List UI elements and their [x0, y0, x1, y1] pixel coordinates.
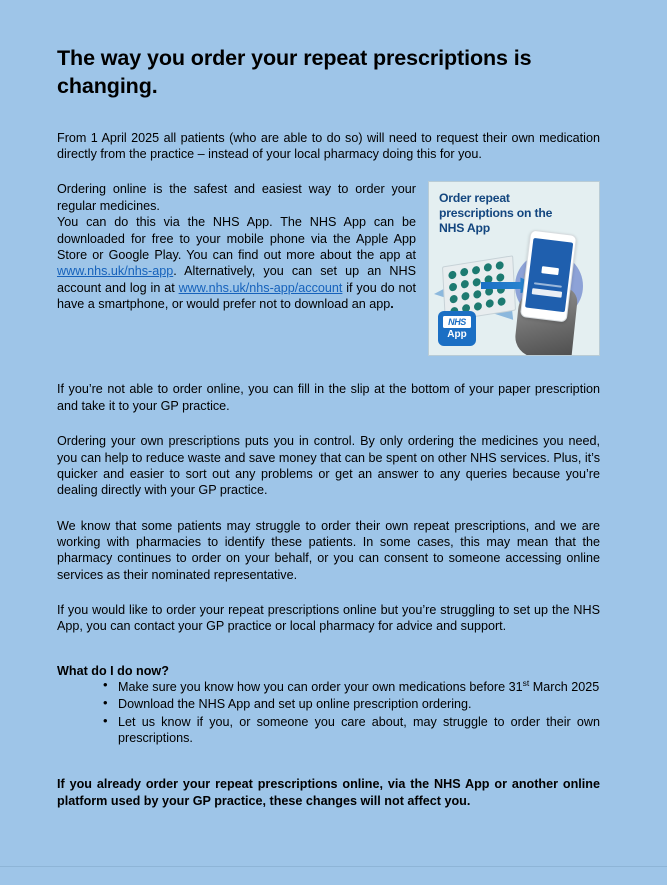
nhs-app-promo-image — [428, 181, 600, 356]
phone-screen — [525, 238, 573, 312]
bullet-text-before: Make sure you know how you can order your own medications before 31 — [118, 679, 523, 694]
paragraph-paper-slip: If you’re not able to order online, you can fill in the slip at the bottom of your paper prescription and take it to your GP practice. — [57, 382, 600, 413]
bullet-text-before: Let us know if you, or someone you care about, may struggle to order their own prescriptions. — [118, 714, 600, 746]
footer-divider — [0, 866, 667, 867]
section-heading-what-do-i-do-now: What do I do now? — [57, 663, 169, 678]
list-item — [103, 696, 600, 712]
list-item — [103, 678, 600, 696]
nhs-app-logo-icon — [439, 312, 475, 345]
online-ordering-section — [57, 181, 600, 362]
nhs-app-text-before: You can do this via the NHS App. The NHS App can be downloaded for free to your mobile phone via the Apple App Store or Google Play. You can find out more about the app at — [57, 215, 416, 262]
bullet-superscript: st — [522, 677, 530, 688]
nhs-app-text-middle: . Alternatively, you can set up an NHS account and log in at — [57, 264, 416, 295]
nhs-account-link[interactable]: www.nhs.uk/nhs-app/account — [178, 280, 343, 295]
closing-statement: If you already order your repeat prescriptions online, via the NHS App or another online platform used by your GP practice, these changes will not affect you. — [57, 777, 600, 808]
phone-nhs-logo-icon — [541, 267, 559, 276]
app-wordmark: App — [447, 329, 467, 341]
paragraph-in-control: Ordering your own prescriptions puts you in control. By only ordering the medicines you need, you can help to reduce waste and save money that can be spent on other NHS services. Plus, it’s quicker and easier to sort out any problems or get an answer to any queries because you’re dealing directly with your GP practice. — [57, 434, 601, 498]
paragraph-support: If you would like to order your repeat prescriptions online but you’re struggling to set up the NHS App, you can contact your GP practice or local pharmacy for advice and support. — [57, 603, 600, 634]
paragraph-intro: From 1 April 2025 all patients (who are able to do so) will need to request their own medication directly from the practice – instead of your local pharmacy doing this for you. — [57, 130, 600, 162]
action-list — [57, 678, 600, 747]
page-title: The way you order your repeat prescriptions is changing. — [57, 46, 532, 99]
paragraph-struggling-patients: We know that some patients may struggle to order their own repeat prescriptions, and we are working with pharmacies to identify these patients. In some cases, this may mean that the pharmacy continues to order on your behalf, or you can consent to someone accessing online services as their nominated representative. — [57, 518, 600, 582]
bullet-text-after: March 2025 — [529, 679, 600, 694]
document-content — [57, 44, 600, 809]
bullet-text-before: Download the NHS App and set up online prescription ordering. — [118, 697, 472, 712]
nhs-app-text-after: if you do not have a smartphone, or would prefer not to download an app — [57, 280, 416, 311]
list-item — [103, 714, 600, 747]
nhs-wordmark: NHS — [443, 316, 471, 328]
paragraph-online-intro: Ordering online is the safest and easiest way to order your regular medicines. — [57, 182, 416, 213]
nhs-app-link[interactable]: www.nhs.uk/nhs-app — [57, 264, 174, 279]
phone-input-field — [531, 289, 562, 299]
nhs-app-text-end: . — [390, 296, 394, 311]
promo-heading: Order repeat prescriptions on the NHS App — [439, 191, 553, 236]
